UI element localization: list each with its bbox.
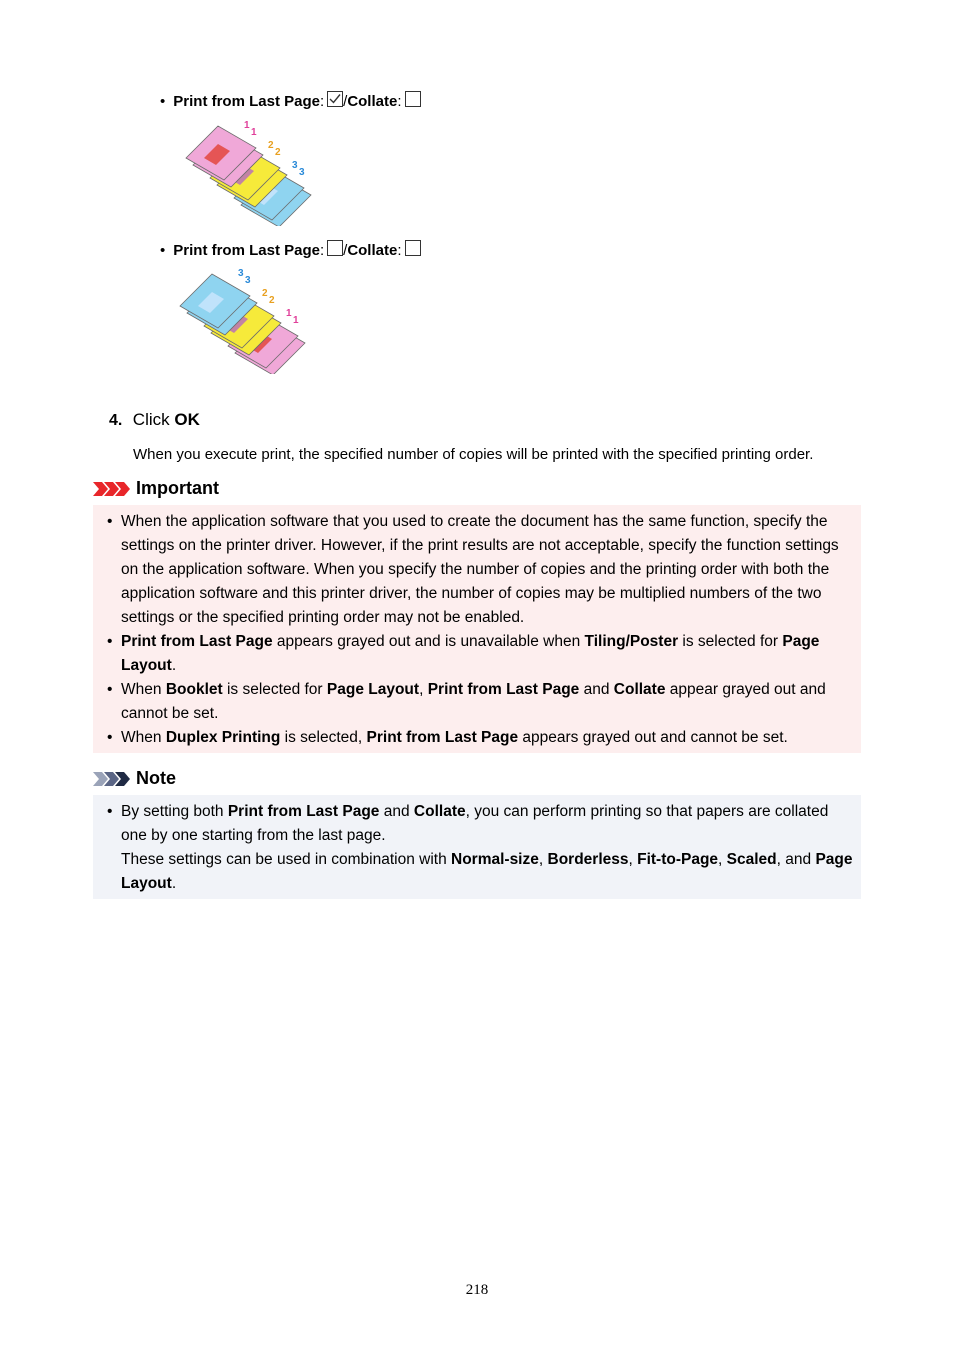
page-number-label: 2 bbox=[275, 147, 281, 158]
print-from-last-label: Print from Last Page bbox=[173, 93, 320, 110]
checkbox-unchecked-icon bbox=[405, 91, 421, 107]
important-item-text: Tiling/Poster bbox=[584, 633, 679, 650]
page-number-label: 2 bbox=[268, 140, 274, 151]
note-list bbox=[93, 795, 861, 896]
important-item-text: When bbox=[121, 729, 166, 746]
note-item-text: Normal-size bbox=[451, 851, 539, 868]
option-line-1: • Print from Last Page: /Collate: bbox=[160, 91, 421, 110]
important-header bbox=[93, 478, 219, 499]
important-item-text: Print from Last Page bbox=[121, 633, 273, 650]
important-item-text: Page Layout bbox=[121, 633, 820, 674]
note-box bbox=[93, 795, 861, 899]
important-item-text: appears grayed out and is unavailable when bbox=[272, 633, 585, 650]
page-number-label: 1 bbox=[286, 308, 292, 319]
important-item-text: is selected, bbox=[280, 729, 367, 746]
page-number-label: 2 bbox=[262, 288, 268, 299]
note-item-text: By setting both bbox=[121, 803, 228, 820]
important-item-text: , bbox=[419, 681, 428, 698]
page-order-illustration-2 bbox=[172, 266, 312, 374]
important-item bbox=[93, 678, 861, 726]
note-item-text: Page Layout bbox=[121, 851, 853, 892]
note-item-text: Fit-to-Page bbox=[637, 851, 719, 868]
important-item-text: Page Layout bbox=[326, 681, 420, 698]
checkbox-checked-icon bbox=[327, 91, 343, 107]
checkbox-unchecked-icon bbox=[405, 240, 421, 256]
note-item-text: Print from Last Page bbox=[227, 803, 380, 820]
important-item-text: appear grayed out and cannot be set. bbox=[121, 681, 826, 722]
note-item-text: Collate bbox=[413, 803, 466, 820]
note-item-text: , you can perform printing so that papers are collated one by one starting from the last page. bbox=[121, 803, 829, 844]
note-item bbox=[93, 800, 861, 896]
note-item-text: , bbox=[628, 851, 638, 868]
page-order-illustration-1 bbox=[178, 118, 318, 226]
note-title: Note bbox=[136, 768, 176, 788]
important-arrows-icon bbox=[93, 480, 131, 498]
note-header bbox=[93, 768, 176, 789]
page-number-label: 3 bbox=[238, 268, 244, 279]
important-list bbox=[93, 505, 861, 750]
important-item bbox=[93, 726, 861, 750]
checkbox-unchecked-icon bbox=[327, 240, 343, 256]
important-item-text: Print from Last Page bbox=[427, 681, 580, 698]
important-title: Important bbox=[136, 478, 219, 498]
important-item bbox=[93, 630, 861, 678]
note-item-text: , and bbox=[776, 851, 816, 868]
note-item-text: Borderless bbox=[547, 851, 629, 868]
important-item-text: is selected for bbox=[222, 681, 327, 698]
page-number-label: 2 bbox=[269, 295, 275, 306]
note-item-text: , bbox=[718, 851, 727, 868]
ok-label: OK bbox=[174, 410, 200, 429]
option-line-2: • Print from Last Page: /Collate: bbox=[160, 240, 421, 259]
important-item bbox=[93, 510, 861, 630]
important-item-text: Print from Last Page bbox=[366, 729, 519, 746]
note-item-text: These settings can be used in combination with bbox=[121, 851, 451, 868]
page-number-label: 1 bbox=[244, 120, 250, 131]
step-description: When you execute print, the specified number of copies will be printed with the specified printing order. bbox=[133, 446, 814, 463]
important-item-text: When bbox=[121, 681, 166, 698]
note-item-text: Scaled bbox=[726, 851, 777, 868]
important-item-text: Booklet bbox=[165, 681, 223, 698]
note-item-text: and bbox=[379, 803, 414, 820]
note-item-text: , bbox=[538, 851, 548, 868]
important-item-text: Collate bbox=[613, 681, 666, 698]
page-number-label: 3 bbox=[292, 160, 298, 171]
important-item-text: Duplex Printing bbox=[165, 729, 281, 746]
page-number-label: 1 bbox=[293, 315, 299, 326]
important-item-text: When the application software that you used to create the document has the same function, specify the settings on the printer driver. However, if the print results are not acceptable, specify the function settings on the application software. When you specify the number of copies and the printing order with both the application software and this printer driver, the number of copies may be multiplied numbers of the two settings or the specified printing order may not be enabled. bbox=[121, 513, 839, 626]
important-item-text: appears grayed out and cannot be set. bbox=[518, 729, 788, 746]
page-number-label: 3 bbox=[299, 167, 305, 178]
important-item-text: . bbox=[171, 657, 177, 674]
collate-label: Collate bbox=[347, 242, 398, 259]
note-arrows-icon bbox=[93, 770, 131, 788]
step-4: 4. Click OK bbox=[109, 410, 200, 429]
print-from-last-label: Print from Last Page bbox=[173, 242, 320, 259]
note-item-text: . bbox=[171, 875, 177, 892]
important-item-text: and bbox=[579, 681, 614, 698]
page-number-label: 1 bbox=[251, 127, 257, 138]
page-number: 218 bbox=[465, 1282, 489, 1298]
important-item-text: is selected for bbox=[678, 633, 783, 650]
page-number-label: 3 bbox=[245, 275, 251, 286]
collate-label: Collate bbox=[347, 93, 398, 110]
step-number: 4. bbox=[109, 412, 123, 429]
important-box bbox=[93, 505, 861, 753]
